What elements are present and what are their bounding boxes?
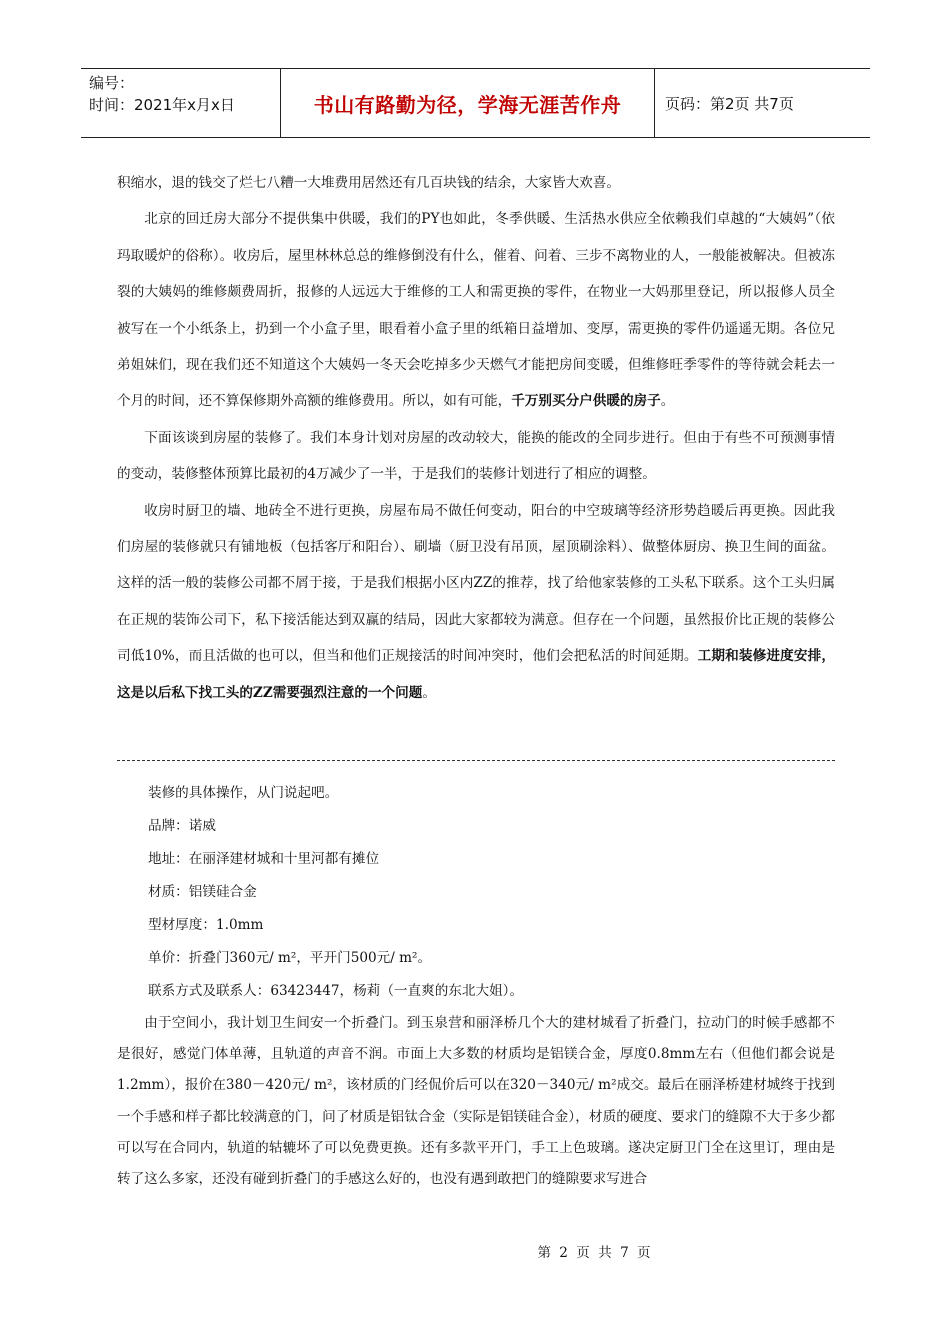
paragraph-door-story: 由于空间小，我计划卫生间安一个折叠门。到玉泉营和丽泽桥几个大的建材城看了折叠门，拉动门的时候手感都不是很好，感觉门体单薄，且轨道的声音不润。市面上大多数的材质均是铝镁合金，厚度0.8mm左右（但他们都会说是1.2mm），报价在380－420元/ m²，该材质的门经侃价后可以在320－340元/ m²成交。最后在丽泽桥建材城终于找到一个手感和样子都比较满意的门，问了材质是铝钛合金（实际是铝镁硅合金），材质的硬度、要求门的缝隙不大于多少都可以写在合同内，轨道的轱辘坏了可以免费更换。还有多款平开门，手工上色玻璃。遂决定厨卫门全在这里订，理由是转了这么多家，还没有碰到折叠门的手感这么好的，也没有遇到敢把门的缝隙要求写进合: [117, 1015, 835, 1188]
paragraph-heating-text: 北京的回迁房大部分不提供集中供暖，我们的PY也如此，冬季供暖、生活热水供应全依赖我们卓越的“大姨妈”（依玛取暖炉的俗称）。收房后，屋里林林总总的维修倒没有什么，催着、问着、三步不离物业的人，一般能被解决。但被冻裂的大姨妈的维修颇费周折，报修的人远远大于维修的工人和需更换的零件，在物业一大妈那里登记，所以报修人员全被写在一个小纸条上，扔到一个小盒子里，眼看着小盒子里的纸箱日益增加、变厚，需更换的零件仍遥遥无期。各位兄弟姐妹们，现在我们还不知道这个大姨妈一冬天会吃掉多少天燃气才能把房间变暖，但维修旺季零件的等待就会耗去一个月的时间，还不算保修期外高额的维修费用。所以，如有可能，: [117, 211, 835, 410]
paragraph-heating-end: 。: [660, 393, 675, 410]
header-page-info: 页码：第2页 共7页: [665, 94, 794, 113]
document-id-label: 编号：: [89, 74, 135, 92]
door-address: 地址：在丽泽建材城和十里河都有摊位: [148, 851, 380, 867]
paragraph-contractor-end: 。: [422, 684, 436, 701]
paragraph-1: 积缩水，退的钱交了烂七八糟一大堆费用居然还有几百块钱的结余，大家皆大欢喜。: [117, 175, 620, 191]
document-body-lower: [117, 777, 835, 1195]
door-price: 单价：折叠门360元/ m²，平开门500元/ m²。: [148, 950, 432, 966]
dashed-divider: [117, 760, 835, 761]
page-header: [81, 68, 870, 138]
paragraph-renovation-plan: 下面该谈到房屋的装修了。我们本身计划对房屋的改动较大，能换的能改的全同步进行。但由于有些不可预测事情的变动，装修整体预算比最初的4万减少了一半，于是我们的装修计划进行了相应的调整。: [117, 429, 835, 483]
paragraph-contractor: [117, 493, 835, 711]
document-date: 时间：2021年x月x日: [89, 96, 235, 114]
door-contact: 联系方式及联系人：63423447，杨莉（一直爽的东北大姐）。: [148, 983, 524, 999]
door-brand: 品牌：诺威: [148, 818, 216, 834]
document-body-upper: [117, 165, 835, 711]
door-intro: 装修的具体操作，从门说起吧。: [148, 785, 339, 801]
paragraph-contractor-text: 收房时厨卫的墙、地砖全不进行更换，房屋布局不做任何变动，阳台的中空玻璃等经济形势趋暖后再更换。因此我们房屋的装修就只有铺地板（包括客厅和阳台）、刷墙（厨卫没有吊顶，屋顶刷涂料）、做整体厨房、换卫生间的面盆。这样的活一般的装修公司都不屑于接，于是我们根据小区内ZZ的推荐，找了给他家装修的工头私下联系。这个工头归属在正规的装饰公司下，私下接活能达到双赢的结局，因此大家都较为满意。但存在一个问题，虽然报价比正规的装修公司低10%，而且活做的也可以，但当和他们正规接活的时间冲突时，他们会把私活的时间延期。: [117, 502, 835, 665]
page-footer: 第 2 页 共 7 页: [537, 1245, 653, 1261]
header-motto: 书山有路勤为径，学海无涯苦作舟: [313, 92, 622, 117]
door-material: 材质：铝镁硅合金: [148, 884, 257, 900]
header-meta: [81, 69, 281, 137]
paragraph-heating: [117, 201, 835, 419]
header-motto-cell: [281, 69, 655, 137]
door-thickness: 型材厚度：1.0mm: [148, 917, 264, 933]
paragraph-contractor-emphasis: 工期和装修进度安排，这是以后私下找工头的ZZ需要强烈注意的一个问题: [117, 648, 836, 701]
paragraph-heating-emphasis: 千万别买分户供暖的房子: [511, 393, 661, 410]
